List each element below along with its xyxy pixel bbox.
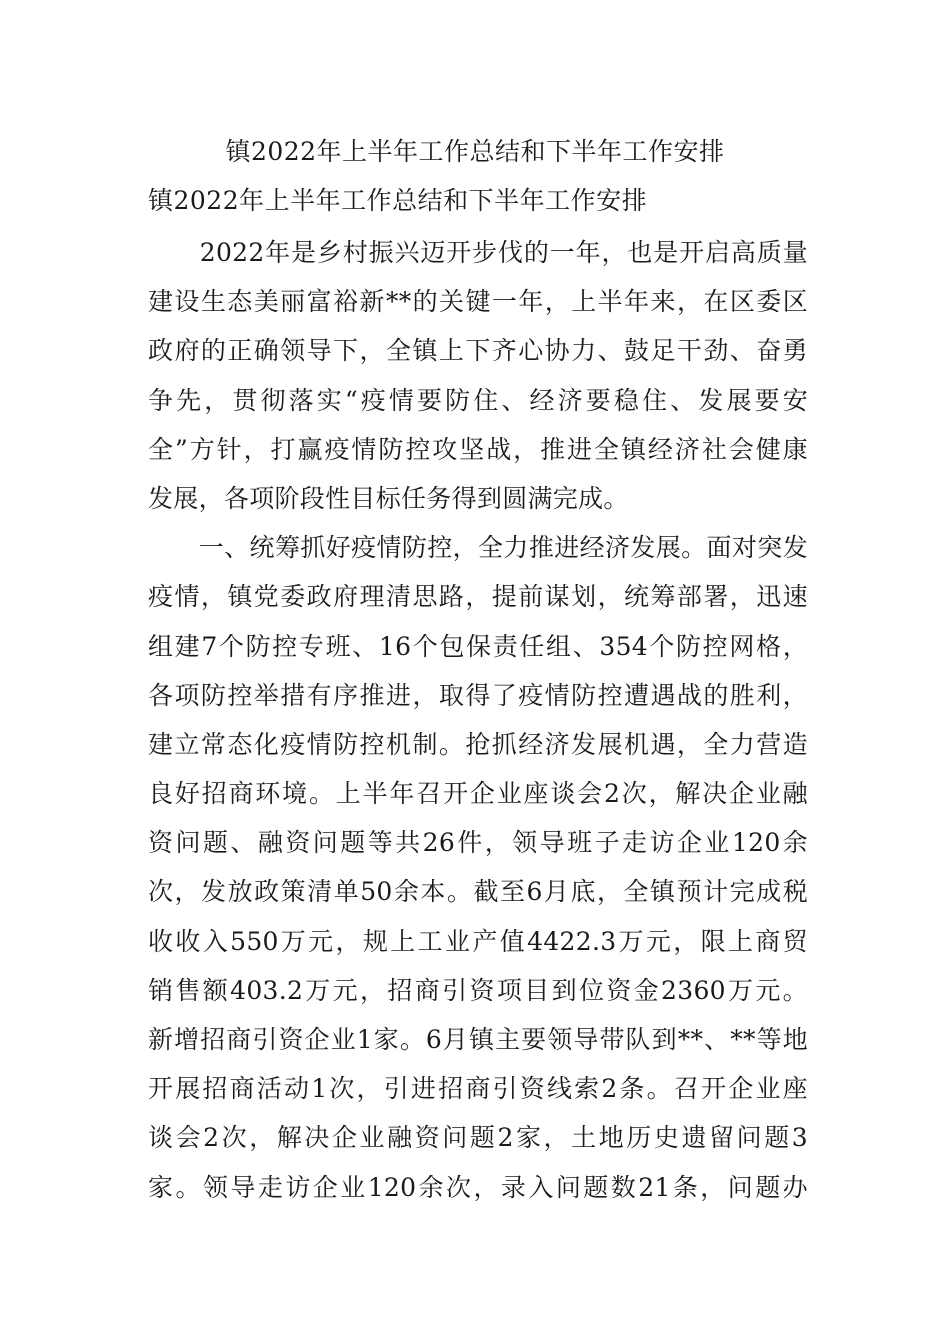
text-line: 建设生态美丽富裕新**的关键一年，上半年来，在区委区 — [148, 287, 808, 317]
text-line: 全”方针，打赢疫情防控攻坚战，推进全镇经济社会健康 — [148, 434, 808, 464]
text-line: 资问题、融资问题等共26件，领导班子走访企业120余 — [148, 828, 808, 858]
text-line: 各项防控举措有序推进，取得了疫情防控遭遇战的胜利， — [148, 680, 808, 710]
text-line: 良好招商环境。上半年召开企业座谈会2次，解决企业融 — [148, 779, 808, 809]
text-line: 次，发放政策清单50余本。截至6月底，全镇预计完成税 — [148, 877, 808, 907]
text-line: 收收入550万元，规上工业产值4422.3万元，限上商贸 — [148, 926, 808, 956]
text-line: 谈会2次，解决企业融资问题2家，土地历史遗留问题3 — [148, 1123, 808, 1153]
text-line: 发展，各项阶段性目标任务得到圆满完成。 — [148, 483, 629, 513]
text-line: 家。领导走访企业120余次，录入问题数21条，问题办 — [148, 1172, 808, 1202]
document-subtitle: 镇2022年上半年工作总结和下半年工作安排 — [148, 186, 648, 215]
text-line: 开展招商活动1次，引进招商引资线索2条。召开企业座 — [148, 1074, 808, 1104]
text-line: 政府的正确领导下，全镇上下齐心协力、鼓足干劲、奋勇 — [148, 336, 808, 366]
text-line: 新增招商引资企业1家。6月镇主要领导带队到**、**等地 — [148, 1025, 808, 1054]
document-title: 镇2022年上半年工作总结和下半年工作安排 — [225, 137, 725, 166]
text-line: 一、统筹抓好疫情防控，全力推进经济发展。面对突发 — [148, 533, 808, 563]
text-line: 建立常态化疫情防控机制。抢抓经济发展机遇，全力营造 — [148, 729, 808, 759]
text-line: 组建7个防控专班、16个包保责任组、354个防控网格， — [148, 631, 808, 661]
text-line: 2022年是乡村振兴迈开步伐的一年，也是开启高质量 — [148, 238, 808, 267]
text-line: 销售额403.2万元，招商引资项目到位资金2360万元。 — [148, 975, 808, 1005]
body-text — [148, 228, 808, 1212]
text-line: 疫情，镇党委政府理清思路，提前谋划，统筹部署，迅速 — [148, 582, 808, 612]
text-line: 争先，贯彻落实“疫情要防住、经济要稳住、发展要安 — [148, 385, 808, 415]
